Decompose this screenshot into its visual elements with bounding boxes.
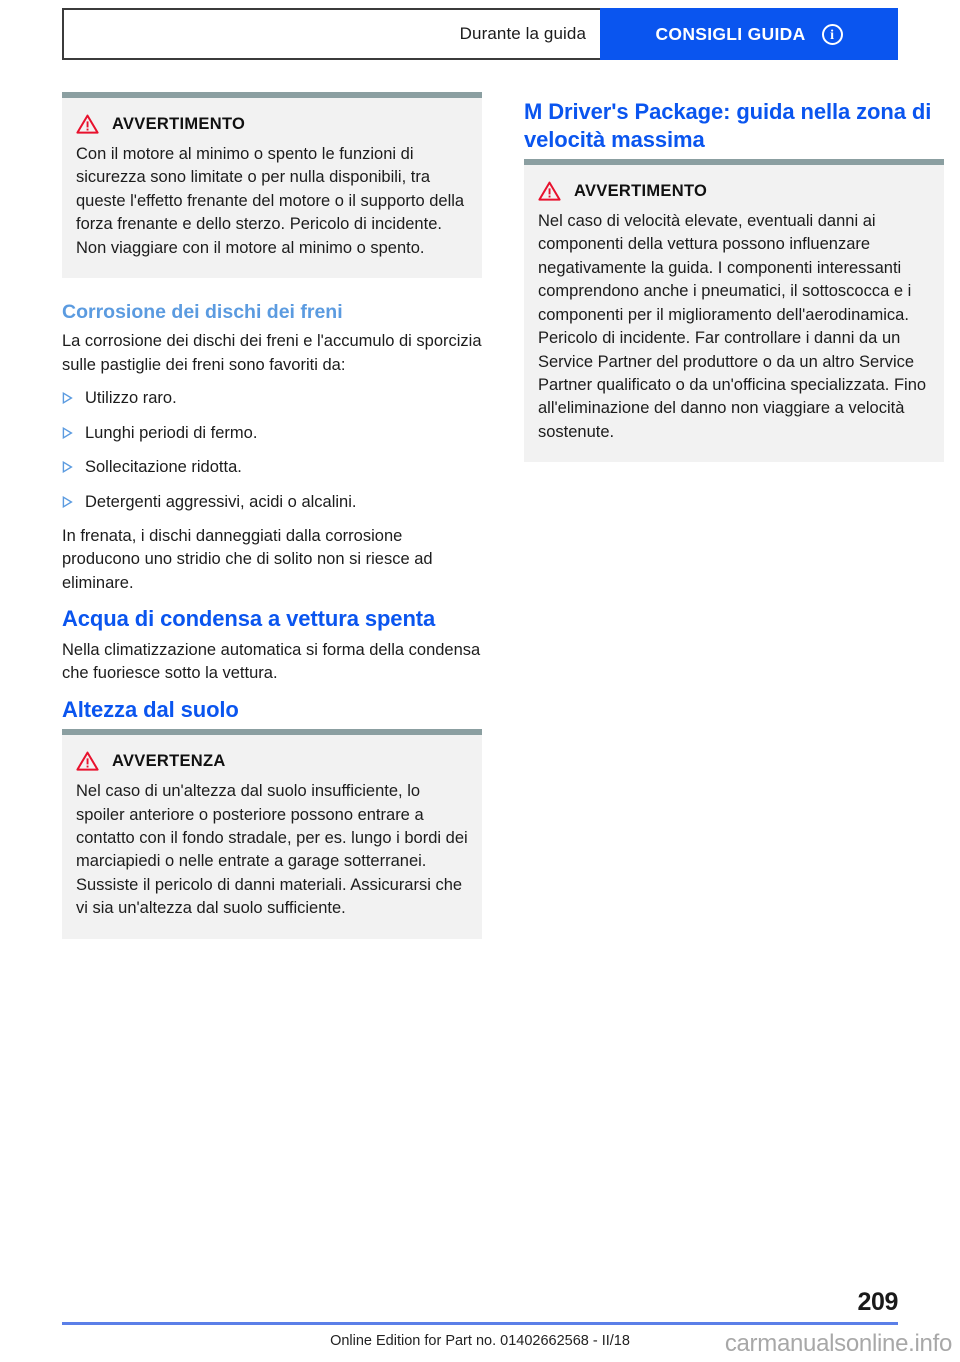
notice-body: Nel caso di un'altezza dal suolo insufficiente, lo spoiler anteriore o posteriore possono entrare a contatto con il fondo stradale, per es. lungo i bordi dei marciapiedi o nelle entrate a garage sotterranei. Sussiste il pericolo di danni materiali. Assicurarsi che vi sia un'altezza dal suolo sufficiente. bbox=[76, 782, 468, 918]
footer-divider bbox=[62, 1322, 898, 1325]
notice-header bbox=[76, 751, 468, 771]
notice-title: AVVERTENZA bbox=[112, 751, 226, 770]
paragraph-corrosione-outro: In frenata, i dischi danneggiati dalla corrosione producono uno stridio che di solito non si riesce ad eliminare. bbox=[62, 527, 433, 592]
paragraph-acqua-condensa: Nella climatizzazione automatica si forma della condensa che fuoriesce sotto la vettura. bbox=[62, 640, 481, 683]
notice-body: Con il motore al minimo o spento le funzioni di sicurezza sono limitate o per nulla disponibili, tra queste l'effetto frenante del motore o il supporto della forza frenante e dello sterzo. Pericolo di incidente. Non viaggiare con il motore al minimo o spento. bbox=[76, 145, 465, 257]
triangle-bullet-icon bbox=[62, 496, 73, 508]
watermark-text: carmanualsonline.info bbox=[724, 1330, 952, 1357]
notice-title: AVVERTIMENTO bbox=[112, 114, 246, 133]
content-columns bbox=[62, 92, 932, 961]
footer-edition-text: Online Edition for Part no. 01402662568 - II/18 bbox=[330, 1333, 630, 1349]
tab-chapter[interactable] bbox=[62, 8, 600, 60]
heading-corrosione-dischi-freni: Corrosione dei dischi dei freni bbox=[62, 301, 343, 324]
notice-title: AVVERTIMENTO bbox=[574, 181, 708, 200]
list-item bbox=[62, 456, 482, 479]
notice-avvertimento-velocita bbox=[524, 159, 944, 462]
list-item-label: Lunghi periodi di fermo. bbox=[85, 423, 258, 442]
triangle-bullet-icon bbox=[62, 427, 73, 439]
notice-avvertenza-altezza bbox=[62, 729, 482, 939]
left-column bbox=[62, 92, 482, 961]
notice-header bbox=[538, 181, 930, 201]
heading-m-drivers-package: M Driver's Package: guida nella zona di velocità massima bbox=[524, 99, 932, 152]
heading-acqua-di-condensa: Acqua di condensa a vettura spenta bbox=[62, 606, 436, 632]
list-item bbox=[62, 387, 482, 410]
tab-section-label: CONSIGLI GUIDA bbox=[655, 23, 806, 44]
notice-header bbox=[76, 114, 468, 134]
page-number: 209 bbox=[857, 1288, 898, 1316]
bullet-list-corrosione bbox=[62, 387, 482, 514]
warning-triangle-icon bbox=[76, 751, 99, 771]
list-item-label: Sollecitazione ridotta. bbox=[85, 458, 242, 477]
list-item-label: Detergenti aggressivi, acidi o alcalini. bbox=[85, 492, 357, 511]
page-header bbox=[62, 8, 898, 60]
list-item bbox=[62, 422, 482, 445]
list-item-label: Utilizzo raro. bbox=[85, 389, 177, 408]
warning-triangle-icon bbox=[538, 181, 561, 201]
heading-altezza-dal-suolo: Altezza dal suolo bbox=[62, 696, 239, 722]
triangle-bullet-icon bbox=[62, 392, 73, 404]
tab-section-consigli-guida[interactable] bbox=[600, 8, 898, 60]
right-column bbox=[524, 92, 944, 961]
paragraph-corrosione-intro: La corrosione dei dischi dei freni e l'accumulo di sporcizia sulle pastiglie dei freni sono favoriti da: bbox=[62, 332, 482, 374]
tab-chapter-label: Durante la guida bbox=[459, 24, 586, 43]
notice-body: Nel caso di velocità elevate, eventuali danni ai componenti della vettura possono influenzare negativamente la guida. I componenti interessanti comprendono anche i pneumatici, il sottoscocca e i componenti per il miglioramento dell'aerodinamica. Pericolo di incidente. Far controllare i danni da un Service Partner del produttore o da un altro Service Partner qualificato o da un'officina specializzata. Fino all'eliminazione del danno non viaggiare a velocità sostenute. bbox=[538, 212, 927, 441]
info-icon: i bbox=[822, 24, 843, 45]
warning-triangle-icon bbox=[76, 114, 99, 134]
triangle-bullet-icon bbox=[62, 461, 73, 473]
notice-avvertimento-motore bbox=[62, 92, 482, 278]
list-item bbox=[62, 491, 482, 514]
